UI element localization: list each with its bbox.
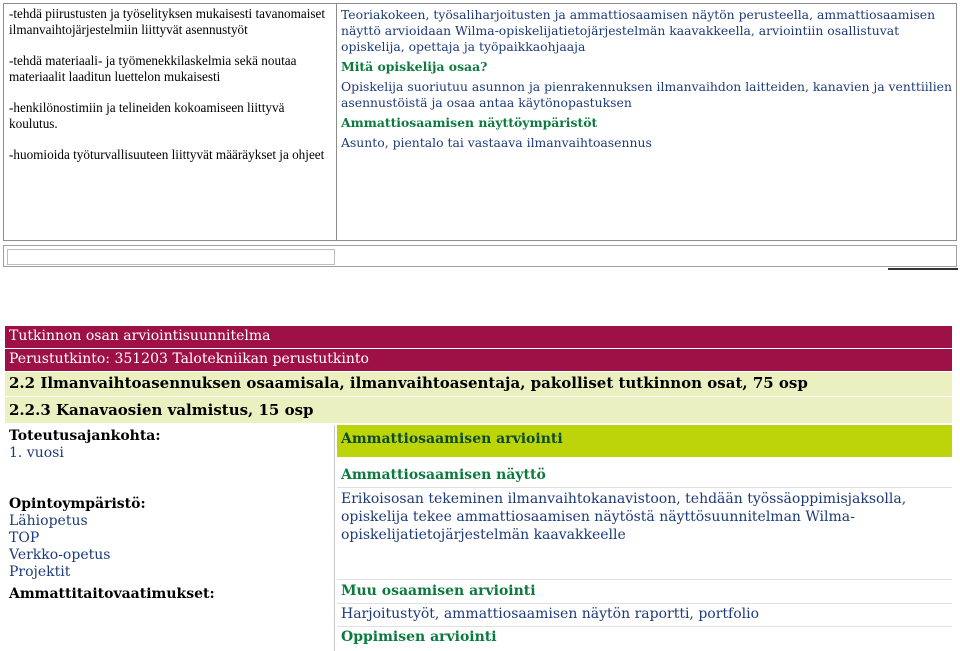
demo-environments-label: Ammattiosaamisen näyttöympäristöt [341,115,598,130]
timing-value: 1. vuosi [9,445,64,461]
competence-item: -tehdä materiaali- ja työmenekkilaskelmia sekä noutaa materiaalit laaditun luettelon mukaisesti [9,53,297,84]
competence-item: -henkilönostimiin ja telineiden kokoamiseen liittyvä koulutus. [9,100,285,131]
plan-title-bar: Tutkinnon osan arviointisuunnitelma [5,326,952,348]
other-assessment-text: Harjoitustyöt, ammattiosaamisen näytön raportti, portfolio [337,605,952,627]
competence-list-cell [3,3,337,241]
divider [888,268,958,270]
learning-environment-item: Projektit [9,564,71,580]
demo-environments-text: Asunto, pientalo tai vastaava ilmanvaihtoasennus [341,135,652,150]
timing-label: Toteutusajankohta: [9,428,161,444]
assessment-header: Ammattiosaamisen arviointi [337,425,952,457]
learning-environment-item: TOP [9,530,40,546]
learning-assessment-label: Oppimisen arviointi [341,629,497,645]
competence-item: -tehdä piirustusten ja työselityksen mukaisesti tavanomaiset ilmanvaihtojärjestelmiin liittyvät asennustyöt [9,6,326,37]
demo-label: Ammattiosaamisen näyttö [337,466,952,488]
empty-cell [7,249,335,265]
learning-environment-item: Lähiopetus [9,513,88,529]
assessment-description-cell [337,3,957,241]
what-student-knows-label: Mitä opiskelija osaa? [341,59,488,74]
assessment-intro: Teoriakokeen, työsaliharjoitusten ja ammattiosaamisen näytön perusteella, ammattiosaamisen näyttö arvioidaan Wilma-opiskelijatietojärjestelmän kaavakkeella, arviointiin osallistuvat opiskelija, opettaja ja työpaikkaohjaaja [341,7,936,54]
skill-requirements-label: Ammattitaitovaatimukset: [9,586,215,602]
degree-bar: Perustutkinto: 351203 Talotekniikan perustutkinto [5,349,952,371]
learning-environment-label: Opintoympäristö: [9,496,146,512]
study-path-bar: 2.2 Ilmanvaihtoasennuksen osaamisala, ilmanvaihtoasentaja, pakolliset tutkinnon osat, 75 osp [5,372,952,396]
learning-environment-item: Verkko-opetus [9,547,111,563]
what-student-knows-text: Opiskelija suoriutuu asunnon ja pienrakennuksen ilmanvaihdon laitteiden, kanavien ja venttiilien asennustöistä ja osaa antaa käytönopastuksen [341,79,952,110]
other-assessment-label: Muu osaamisen arviointi [337,582,952,604]
plan-details-cell [5,425,335,651]
unit-title-bar: 2.2.3 Kanavaosien valmistus, 15 osp [5,397,952,423]
competence-item: -huomioida työturvallisuuteen liittyvät määräykset ja ohjeet [9,147,325,162]
empty-table-row [3,245,957,267]
demo-text: Erikoisosan tekeminen ilmanvaihtokanavistoon, tehdään työssäoppimisjaksolla, opiskelija tekee ammattiosaamisen näytöstä näyttösuunnitelman Wilma-opiskelijatietojärjestelmän kaavakkeelle [337,490,952,580]
